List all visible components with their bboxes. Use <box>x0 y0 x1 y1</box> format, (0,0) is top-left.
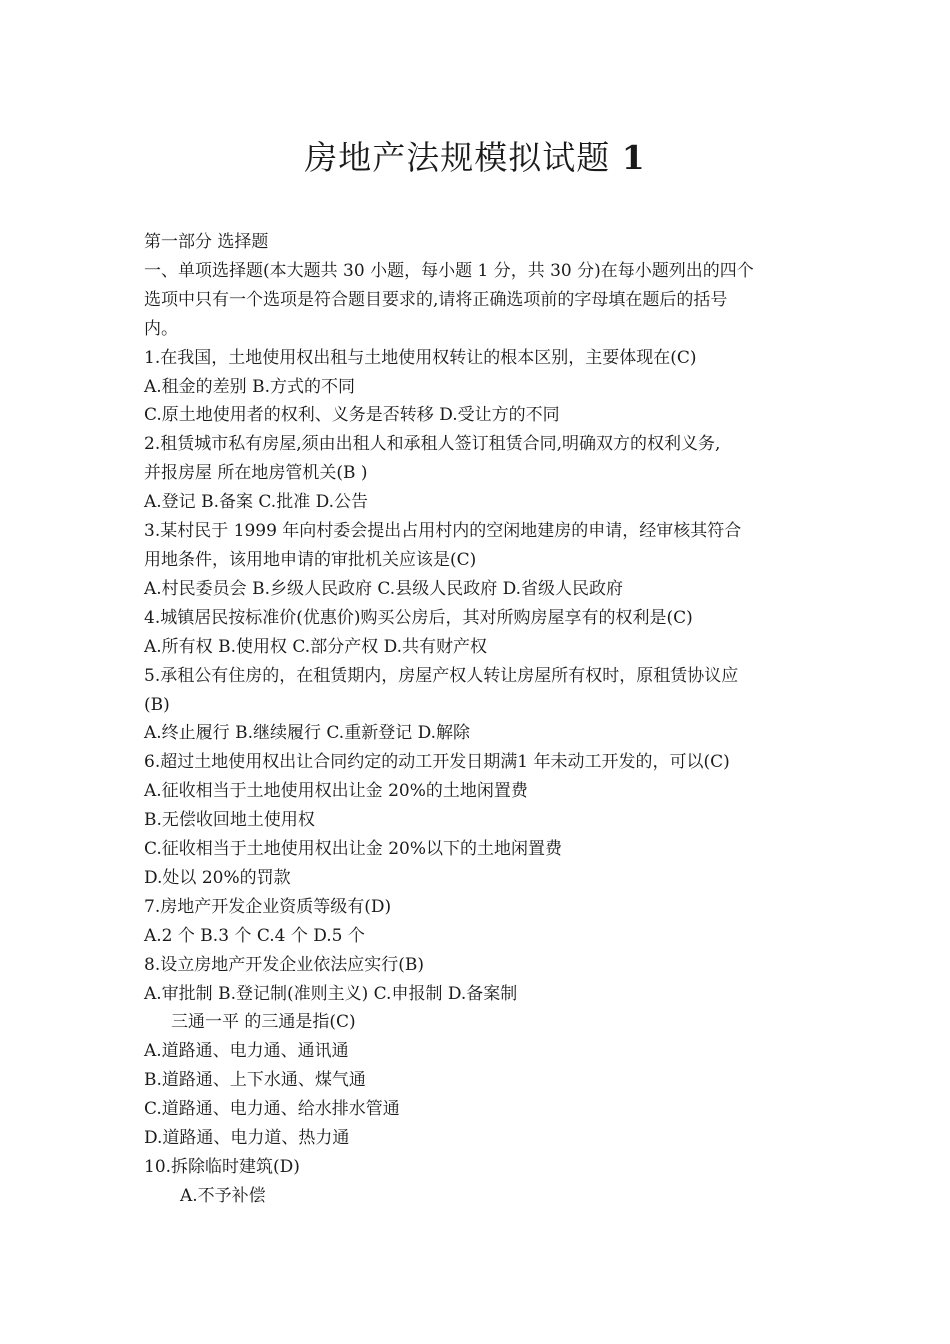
option-line: A.不予补偿 <box>180 1185 266 1206</box>
question-line: 10.拆除临时建筑(D) <box>144 1157 300 1177</box>
option-line: D.道路通、电力道、热力通 <box>144 1128 350 1149</box>
option-line: A.审批制 B.登记制(准则主义) C.申报制 D.备案制 <box>144 983 518 1004</box>
option-line: C.征收相当于土地使用权出让金 20%以下的土地闲置费 <box>144 839 562 860</box>
option-line: A.村民委员会 B.乡级人民政府 C.县级人民政府 D.省级人民政府 <box>144 578 624 599</box>
option-line: A.终止履行 B.继续履行 C.重新登记 D.解除 <box>144 723 471 744</box>
document-body <box>144 228 814 1211</box>
document-title-number: 1 <box>621 138 646 177</box>
instruction-line: 一、单项选择题(本大题共 30 小题，每小题 1 分，共 30 分)在每小题列出的四个 <box>144 260 754 281</box>
question-line: 2.租赁城市私有房屋,须由出租人和承租人签订租赁合同,明确双方的权利义务, <box>144 434 721 455</box>
option-line: A.所有权 B.使用权 C.部分产权 D.共有财产权 <box>144 636 488 657</box>
option-line: A.道路通、电力通、通讯通 <box>144 1041 349 1062</box>
document-title-text: 房地产法规模拟试题 <box>304 138 611 177</box>
question-line: 用地条件，该用地申请的审批机关应该是(C) <box>144 549 477 570</box>
question-line: 1.在我国，土地使用权出租与土地使用权转让的根本区别，主要体现在(C) <box>144 347 697 368</box>
question-line: 并报房屋 所在地房管机关(B ) <box>144 463 368 484</box>
question-line: 8.设立房地产开发企业依法应实行(B) <box>144 954 424 975</box>
question-line: 7.房地产开发企业资质等级有(D) <box>144 896 392 917</box>
option-line: A.登记 B.备案 C.批准 D.公告 <box>144 492 369 513</box>
document-title <box>0 134 950 182</box>
option-line: D.处以 20%的罚款 <box>144 867 291 888</box>
option-line: A.征收相当于土地使用权出让金 20%的土地闲置费 <box>144 781 528 802</box>
question-line: 4.城镇居民按标准价(优惠价)购买公房后，其对所购房屋享有的权利是(C) <box>144 607 693 628</box>
instruction-line: 选项中只有一个选项是符合题目要求的,请将正确选项前的字母填在题后的括号 <box>144 289 728 310</box>
option-line: A.租金的差别 B.方式的不同 <box>144 376 355 397</box>
question-line: 5.承租公有住房的，在租赁期内，房屋产权人转让房屋所有权时，原租赁协议应 <box>144 665 739 686</box>
option-line: C.道路通、电力通、给水排水管通 <box>144 1099 400 1120</box>
section-heading: 第一部分 选择题 <box>144 232 269 252</box>
option-line: C.原土地使用者的权利、义务是否转移 D.受让方的不同 <box>144 405 560 426</box>
question-line: (B) <box>144 694 170 715</box>
question-line: 三通一平 的三通是指(C) <box>171 1012 356 1033</box>
instruction-line: 内。 <box>144 318 178 339</box>
option-line: B.道路通、上下水通、煤气通 <box>144 1070 366 1091</box>
option-line: B.无偿收回地土使用权 <box>144 810 315 831</box>
option-line: A.2 个 B.3 个 C.4 个 D.5 个 <box>144 925 365 946</box>
question-line: 3.某村民于 1999 年向村委会提出占用村内的空闲地建房的申请，经审核其符合 <box>144 521 742 542</box>
question-line: 6.超过土地使用权出让合同约定的动工开发日期满1 年未动工开发的，可以(C) <box>144 752 730 773</box>
